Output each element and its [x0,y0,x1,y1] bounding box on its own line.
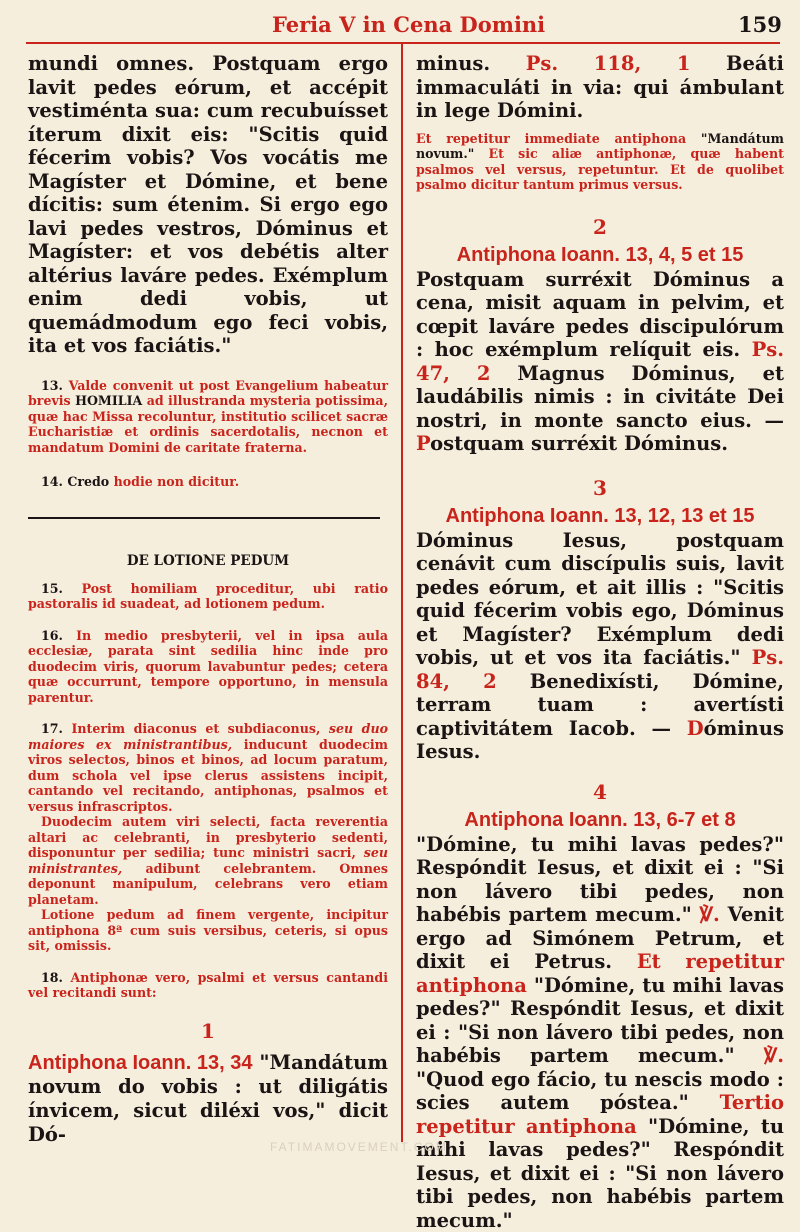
versicle-symbol: ℣. [700,903,720,926]
left-column [28,52,388,1147]
page-header [0,0,800,44]
rubric-18: 18. Antiphonæ vero, psalmi et versus cantandi vel recitandi sunt: [28,970,388,1001]
antiphon-4: "Dómine, tu mihi lavas pedes?" Respóndit Iesus, et dixit ei : "Si non lávero tibi pedes, non habébis partem mecum." ℣. Venit ergo ad Simónem Petrum, et dixit ei Petrus. Et repetitur antiphona "Dómine, tu mihi lavas pedes?" Respóndit Iesus, et dixit ei : "Si non lávero tibi pedes, non habébis partem mecum." ℣. "Quod ego fácio, tu nescis modo : scies autem póstea." Tertio repetitur antiphona "Dómine, tu mihi lavas pedes?" Respóndit Iesus, et dixit ei : "Si non lávero tibi pedes, non habébis partem mecum." [416,833,784,1232]
gospel-text: mundi omnes. Postquam ergo lavit pedes eórum, et accépit vestiménta sua: cum recubuísset íterum dixit eis: "Scitis quid fécerim vobis? Vos vocátis me Magíster et Dómine, et bene dícitis: sum étenim. Si ergo ego lavi pedes vestros, Dóminus et Magíster: et vos debétis alter altérius laváre pedes. Exémplum enim dedi vobis, ut quemádmodum ego feci vobis, ita et vos faciátis." [28,52,388,358]
running-title: Feria V in Cena Domini [272,12,545,37]
psalm-ref: Ps. 118, 1 [526,52,691,75]
antiphon-2: Postquam surréxit Dóminus a cena, misit aquam in pelvim, et cœpit laváre pedes discipulórum : hoc exémplum relíquit eis. Ps. 47, 2 Magnus Dóminus, et laudábilis nimis : in civitáte Dei nostri, in monte sancto eius. — Postquam surréxit Dóminus. [416,268,784,456]
rubric-15: 15. Post homiliam proceditur, ubi ratio pastoralis id suadeat, ad lotionem pedum. [28,581,388,612]
rubric-17-para-2: Duodecim autem viri selecti, facta reverentia altari ac celebranti, in presbyterio sedenti, disponuntur per sedilia; tunc ministri sacri, seu ministrantes, adibunt celebrantem. Omnes deponunt manipulum, celebrans vero etiam planetam. [28,814,388,907]
column-divider [401,44,403,1142]
versicle-symbol: ℣. [764,1044,784,1067]
antiphon-4-heading: Antiphona Ioann. 13, 6-7 et 8 [464,809,735,831]
section-heading: DE LOTIONE PEDUM [28,553,388,569]
antiphon-1: Antiphona Ioann. 13, 34 "Mandátum novum do vobis : ut diligátis ínvicem, sicut diléxi vos," dicit Dó- [28,1051,388,1147]
psalm-118-continuation: minus. Ps. 118, 1 Beáti immaculáti in via: qui ámbulant in lege Dómini. [416,52,784,123]
antiphon-number-4: 4 [416,780,784,804]
antiphon-number-1: 1 [28,1019,388,1043]
watermark: FATIMAMOVEMENT.COM [270,1140,448,1154]
repetition-rubric: Et repetitur immediate antiphona "Mandátum novum." Et sic aliæ antiphonæ, quæ habent psalmos vel versus, repetuntur. Et de quolibet psalmo dicitur tantum primus versus. [416,131,784,193]
credo-word: Credo [67,474,109,489]
antiphon-number-3: 3 [416,476,784,500]
page-number: 159 [738,12,782,37]
right-column [416,52,784,1232]
rubric-17: 17. Interim diaconus et subdiaconus, seu duo maiores ex ministrantibus, inducunt duodecim viros selectos, binos et binos, ad locum paratum, dum schola vel ipse clerus assistens incipit, cantando vel recitando, antiphonas, psalmos et versus infrascriptos. [28,721,388,814]
antiphon-3-heading: Antiphona Ioann. 13, 12, 13 et 15 [446,505,755,527]
header-rule [26,42,780,44]
rubric-16: 16. In medio presbyterii, vel in ipsa aula ecclesiæ, parata sint sedilia hinc inde pro duodecim viris, quorum lavabuntur pedes; cetera quæ occurrunt, tempore opportuno, in mensula parentur. [28,628,388,706]
rubric-13: 13. Valde convenit ut post Evangelium habeatur brevis HOMILIA ad illustranda mysteria potissima, quæ hac Missa recoluntur, institutio scilicet sacræ Eucharistiæ et ordinis sacerdotalis, necnon et mandatum Domini de caritate fraterna. [28,378,388,456]
antiphon-3: Dóminus Iesus, postquam cenávit cum discípulis suis, lavit pedes eórum, et ait illis : "Scitis quid fécerim vobis ego, Dóminus et Magíster? Exémplum dedi vobis, ut et vos ita faciátis." Ps. 84, 2 Benedixísti, Dómine, terram tuam : avertísti captivitátem Iacob. — Dóminus Iesus. [416,529,784,764]
antiphon-2-heading: Antiphona Ioann. 13, 4, 5 et 15 [457,244,744,266]
antiphon-number-2: 2 [416,215,784,239]
rubric-number: 13. [41,378,63,393]
rubric-17-para-3: Lotione pedum ad finem vergente, incipitur antiphona 8ª cum suis versibus, ceteris, si opus sit, omissis. [28,907,388,954]
rubric-14: 14. Credo hodie non dicitur. [28,474,388,490]
antiphon-1-heading: Antiphona Ioann. 13, 34 [28,1052,253,1074]
homilia-word: HOMILIA [75,393,142,408]
